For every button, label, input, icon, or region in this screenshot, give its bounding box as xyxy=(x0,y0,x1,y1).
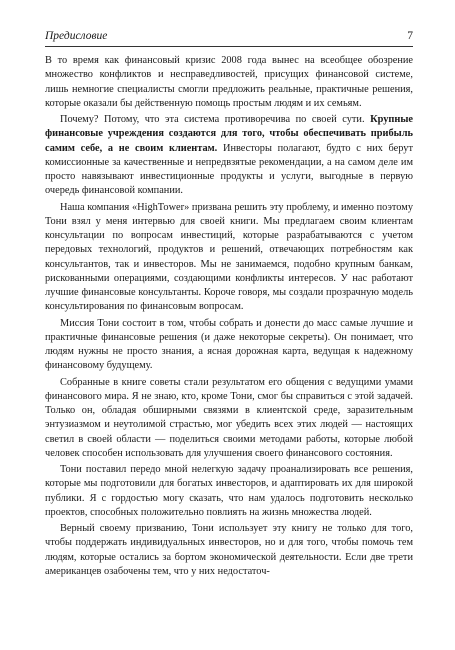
paragraph-5: Собранные в книге советы стали результатом его общения с ведущими умами финансового мира. Я не знаю, кто, кроме Тони, смог бы справиться с этой задачей. Только он, обладая обширными связями в клиентской среде, заразительным энтузиазмом и неутолимой страстью, мог убедить всех этих людей — настоящих светил в своей области — поделиться своими методами работы, которые любой человек способен использовать для улучшения своего финансового состояния. xyxy=(45,376,413,459)
paragraph-4: Миссия Тони состоит в том, чтобы собрать и донести до масс самые лучшие и практичные финансовые решения (и даже некоторые секреты). Он понимает, что людям нужны не просто знания, а ясная дорожная карта, ведущая к надежному финансовому будущему. xyxy=(45,317,413,372)
section-title: Предисловие xyxy=(45,30,108,42)
paragraph-3: Наша компания «HighTower» призвана решить эту проблему, и именно поэтому Тони взял у меня интервью для своей книги. Мы предлагаем своим клиентам консультации по вопросам инвестиций, которые разрабатываются с учетом передовых технологий, продуктов и решений, отвечающих потребностям как консультантов, так и инвесторов. Мы не занимаемся, подобно крупным банкам, рискованными операциями, создающими конфликты интересов. У нас работают лучшие финансовые консультанты. Короче говоря, мы создали прозрачную модель консультирования по финансовым вопросам. xyxy=(45,201,413,313)
page-number: 7 xyxy=(407,30,413,42)
running-header xyxy=(45,30,413,47)
paragraph-2 xyxy=(45,113,413,199)
book-page xyxy=(45,30,413,581)
paragraph-1: В то время как финансовый кризис 2008 года вынес на всеобщее обозрение множество конфликтов и несправедливостей, присущих финансовой системе, лишь немногие специалисты смогли предложить реальные, практичные решения, которые оказали бы действенную помощь простым людям и их семьям. xyxy=(45,55,413,109)
body-text xyxy=(45,54,413,579)
paragraph-2-rest: Инвесторы полагают, будто с них берут комиссионные за качественные и непредвзятые рекомендации, а на самом деле им просто навязывают инвестиционные продукты и услуги, выгодные в первую очередь финансовой компании. xyxy=(45,142,413,197)
paragraph-2-emphasis: Крупные финансовые учреждения создаются для того, чтобы обеспечивать прибыль самим себе, а не своим клиентам. xyxy=(45,114,413,154)
paragraph-6: Тони поставил передо мной нелегкую задачу проанализировать все решения, которые мы подготовили для богатых инвесторов, и адаптировать их для широкой публики. Я с гордостью могу сказать, что нам удалось подготовить несколько проектов, способных положительно повлиять на жизнь множества людей. xyxy=(45,464,413,518)
paragraph-2-lead: Почему? Потому, что эта система противоречива по своей сути. xyxy=(60,114,371,125)
paragraph-7: Верный своему призванию, Тони использует эту книгу не только для того, чтобы поддержать индивидуальных инвесторов, но и для того, чтобы помочь тем людям, которые остались за бортом экономической деятельности. Если две трети американцев озабочены тем, что у них недостаточ- xyxy=(45,523,413,577)
